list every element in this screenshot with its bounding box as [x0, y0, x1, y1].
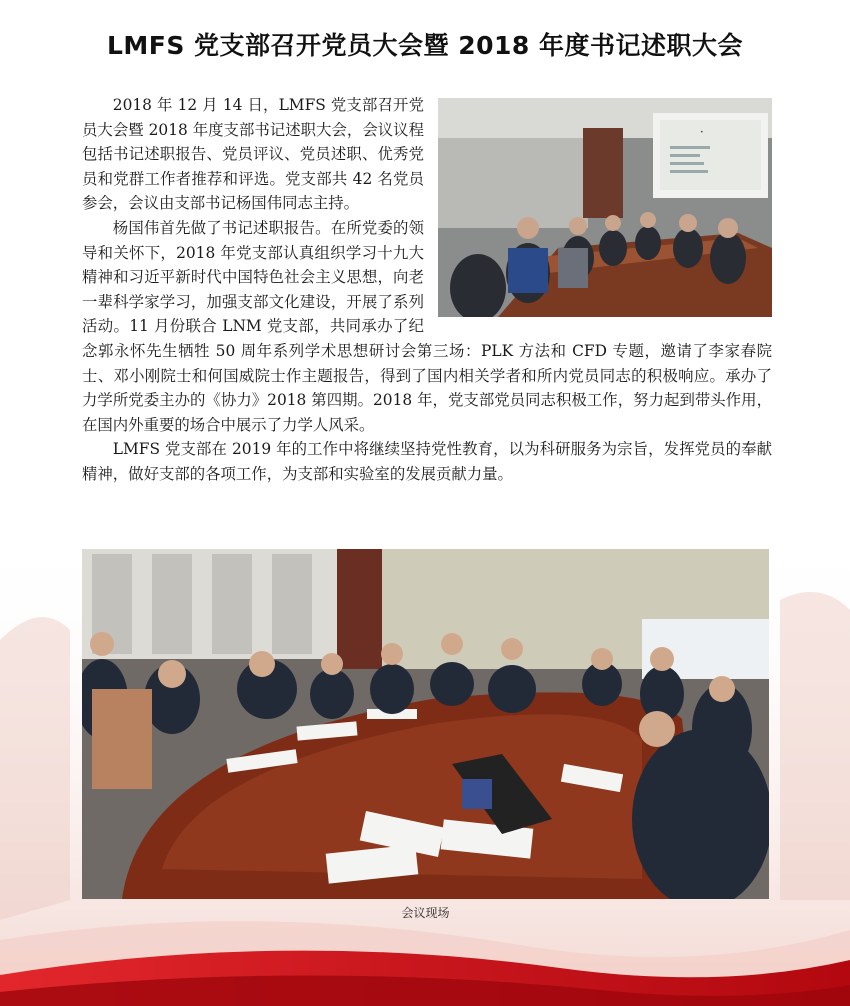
paragraph-3: LMFS 党支部在 2019 年的工作中将继续坚持党性教育，以为科研服务为宗旨，发挥党员的奉献精神，做好支部的各项工作，为支部和实验室的发展贡献力量。 [82, 440, 772, 483]
article-body [82, 93, 772, 487]
article-title: LMFS 党支部召开党员大会暨 2018 年度书记述职大会 [106, 31, 744, 60]
paragraph-2: 杨国伟首先做了书记述职报告。在所党委的领导和关怀下，2018 年党支部认真组织学习十九大精神和习近平新时代中国特色社会主义思想，向老一辈科学家学习，加强支部文化建设，开展了系列活动。11 月份联合 LNM 党支部，共同承办了纪念郭永怀先生牺牲 50 周年系列学术思想研讨会第三场：PLK 方法和 CFD 专题，邀请了李家春院士、邓小刚院士和何国威院士作主题报告，得到了国内相关学者和所内党员同志的积极响应。承办了力学所党委主办的《协力》2018 第四期。2018 年，党支部党员同志积极工作，努力起到带头作用，在国内外重要的场合中展示了力学人风采。 [82, 218, 772, 434]
photo-caption: 会议现场 [401, 906, 450, 920]
paragraph-1: 2018 年 12 月 14 日，LMFS 党支部召开党员大会暨 2018 年度支部书记述职大会，会议议程包括书记述职报告、党员评议、党员述职、优秀党员和党群工作者推荐和评选。党支部共 42 名党员参会，会议由支部书记杨国伟同志主持。 [82, 96, 424, 213]
svg-text:•: • [700, 129, 704, 136]
meeting-photo-top [438, 98, 772, 317]
meeting-photo-bottom [82, 549, 769, 899]
